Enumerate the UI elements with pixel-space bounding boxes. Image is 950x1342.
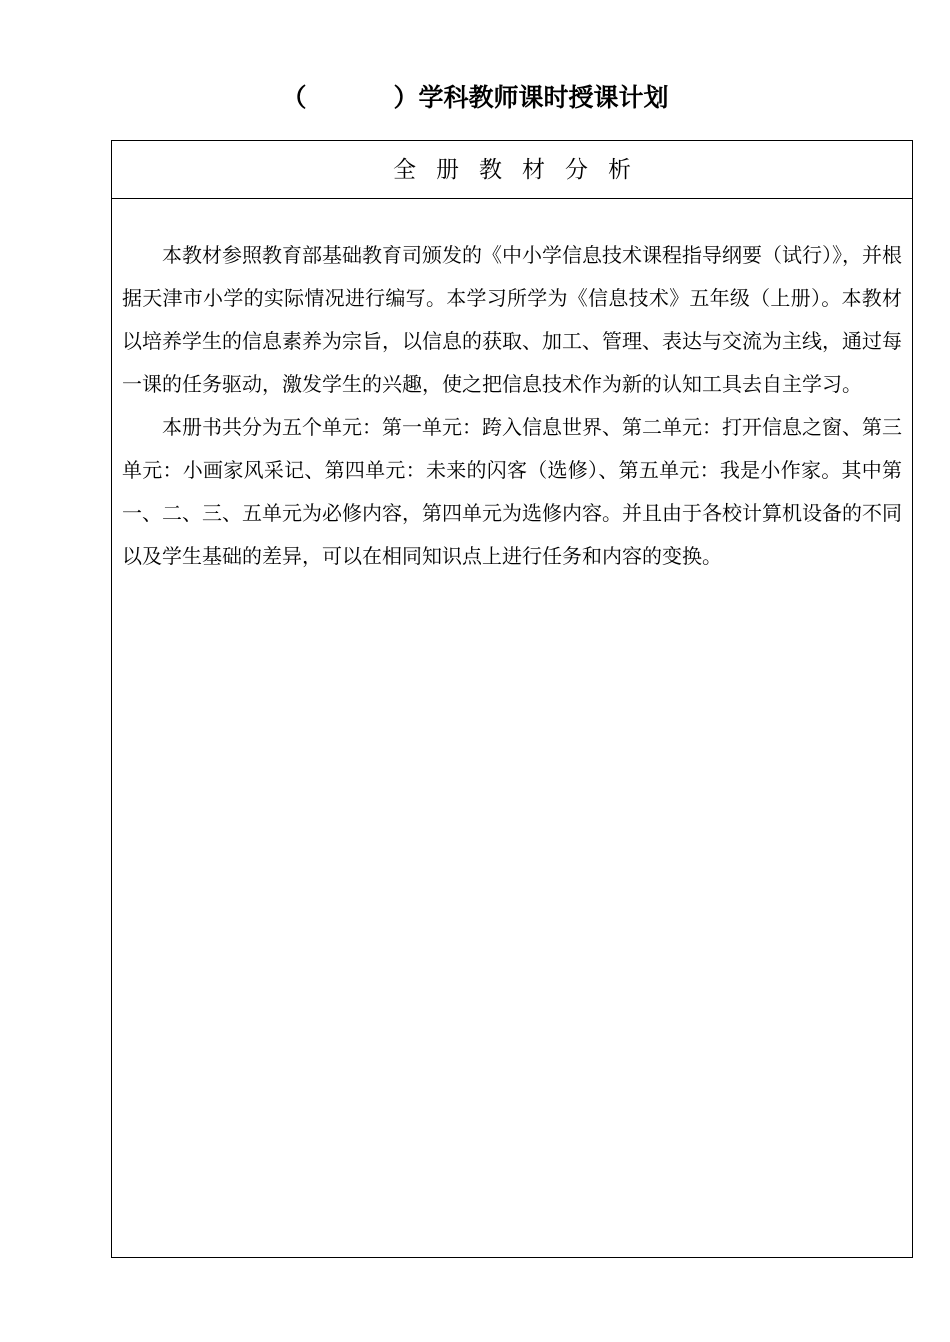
page-title: （ ）学科教师课时授课计划 bbox=[281, 83, 669, 112]
paragraph-2: 本册书共分为五个单元：第一单元：跨入信息世界、第二单元：打开信息之窗、第三单元：小画家风采记、第四单元：未来的闪客（选修）、第五单元：我是小作家。其中第一、二、三、五单元为必修内容，第四单元为选修内容。并且由于各校计算机设备的不同以及学生基础的差异，可以在相同知识点上进行任务和内容的变换。 bbox=[122, 415, 902, 568]
section-header: 全册教材分析 bbox=[112, 141, 912, 199]
paragraph-1: 本教材参照教育部基础教育司颁发的《中小学信息技术课程指导纲要（试行）》，并根据天津市小学的实际情况进行编写。本学习所学为《信息技术》五年级（上册）。本教材以培养学生的信息素养为宗旨，以信息的获取、加工、管理、表达与交流为主线，通过每一课的任务驱动，激发学生的兴趣，使之把信息技术作为新的认知工具去自主学习。 bbox=[122, 243, 902, 396]
analysis-content bbox=[112, 199, 912, 578]
analysis-table bbox=[111, 140, 913, 1258]
